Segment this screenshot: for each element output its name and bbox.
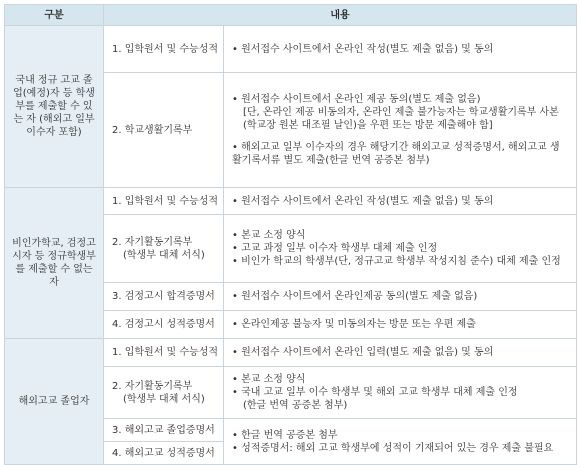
item-cell: 1. 입학원서 및 수능성적	[104, 339, 224, 367]
desc-line: • 온라인제공 불능자 및 미동의자는 방문 또는 우편 제출	[232, 319, 476, 330]
category-cell: 국내 정규 고교 졸업(예정)자 등 학생부를 제출할 수 있는 자 (해외고 일부 이수자 포함)	[5, 26, 104, 188]
desc-line: [단, 온라인 제공 비동의자, 온라인 제출 불가능자는 학교생활기록부 사본(학교장 원본 대조필 날인)을 우편 또는 방문 제출해야 함]	[243, 107, 559, 131]
item-cell: 4. 해외고교 성적증명서	[104, 442, 224, 465]
item-line: 2. 자기활동기록부	[112, 236, 193, 248]
desc-cell	[224, 311, 577, 339]
item-cell: 1. 입학원서 및 수능성적	[104, 188, 224, 215]
desc-line: • 고교 과정 일부 이수자 학생부 대체 제출 인정	[232, 243, 438, 254]
desc-line: • 해외고교 일부 이수자의 경우 해당기간 해외고교 성적증명서, 해외고교 생활기록서류 별도 제출(한글 번역 공증본 첨부)	[232, 142, 560, 166]
desc-cell	[224, 367, 577, 419]
item-subline: (학생부 대체 서식)	[123, 393, 205, 405]
desc-line: • 비인가 학교의 학생부(단, 정규고교 학생부 작성지침 준수) 대체 제출 인정	[232, 256, 561, 267]
desc-line: • 본교 소정 양식	[232, 374, 306, 385]
desc-cell	[224, 215, 577, 283]
desc-line: • 원서접수 사이트에서 온라인 작성(별도 제출 없음) 및 동의	[232, 43, 494, 55]
header-content: 내용	[104, 5, 577, 26]
desc-line: • 한글 번역 공증본 첨부	[232, 429, 338, 441]
item-cell	[104, 367, 224, 419]
desc-line: • 원서접수 사이트에서 온라인 제공 동의(별도 제출 없음)	[232, 94, 481, 105]
item-cell	[104, 215, 224, 283]
desc-line: • 본교 소정 양식	[232, 230, 306, 241]
desc-line: • 성적증명서: 해외 고교 학생부에 성적이 기재되어 있는 경우 제출 불필요	[232, 442, 554, 454]
table-row	[5, 26, 577, 73]
desc-cell	[224, 283, 577, 311]
desc-cell	[224, 188, 577, 215]
desc-line: • 원서접수 사이트에서 온라인제공 동의(별도 제출 없음)	[232, 291, 478, 302]
desc-line: • 원서접수 사이트에서 온라인 입력(별도 제출 없음) 및 동의	[232, 347, 494, 358]
desc-cell	[224, 26, 577, 73]
item-cell: 3. 해외고교 졸업증명서	[104, 419, 224, 442]
table-header-row	[5, 5, 577, 26]
header-category: 구분	[5, 5, 104, 26]
desc-cell	[224, 73, 577, 188]
item-cell: 1. 입학원서 및 수능성적	[104, 26, 224, 73]
category-cell: 비인가학교, 검정고시자 등 정규학생부를 제출할 수 없는 자	[5, 188, 104, 339]
item-subline: (학생부 대체 서식)	[123, 249, 205, 261]
desc-cell	[224, 339, 577, 367]
desc-line: • 국내 고교 일부 이수 학생부 및 해외 고교 학생부 대체 제출 인정	[232, 387, 518, 398]
requirements-table	[4, 4, 577, 465]
desc-line: • 원서접수 사이트에서 온라인 작성(별도 제출 없음) 및 동의	[232, 195, 494, 207]
item-cell: 2. 학교생활기록부	[104, 73, 224, 188]
category-cell: 해외고교 졸업자	[5, 339, 104, 465]
table-row	[5, 339, 577, 367]
desc-cell	[224, 419, 577, 465]
desc-line: (한글 번역 공증본 첨부)	[243, 400, 348, 411]
item-cell: 3. 검정고시 합격증명서	[104, 283, 224, 311]
item-cell: 4. 검정고시 성적증명서	[104, 311, 224, 339]
item-line: 2. 자기활동기록부	[112, 380, 193, 392]
table-row	[5, 188, 577, 215]
